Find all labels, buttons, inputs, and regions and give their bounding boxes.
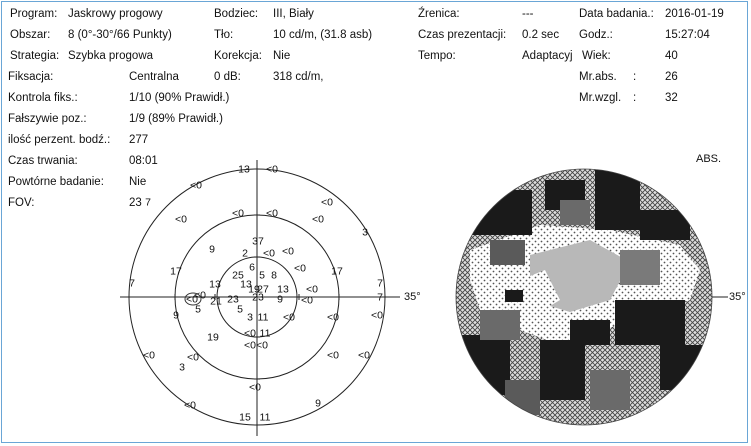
left-axis-degree-label: 35° [404,291,421,303]
threshold-value: 3 [247,311,253,324]
threshold-value: <0 [232,207,244,220]
duration-value: 08:01 [129,155,158,167]
stimuli-count-label: ilość perzent. bodź.: [8,134,111,146]
threshold-value: 2 [242,247,248,260]
threshold-value: 11 [257,311,269,324]
fixation-label: Fiksacja: [8,71,54,83]
threshold-value: <0 [306,283,318,296]
stimulus-label: Bodziec: [214,8,259,20]
threshold-value: 17 [331,265,343,278]
fixation-value: Centralna [129,71,179,83]
zero-db-label: 0 dB: [214,71,241,83]
background-label: Tło: [214,29,234,41]
threshold-value: 7 [377,277,383,290]
retest-label: Powtórne badanie: [8,176,104,188]
fix-control-label: Kontrola fiks.: [8,92,78,104]
threshold-value: <0 [294,262,306,275]
threshold-value: <0 [283,311,295,324]
mr-abs-colon: : [633,71,637,83]
mr-rel-colon: : [633,92,637,104]
time-label: Godz.: [579,29,613,41]
mr-rel-value: 32 [665,92,678,104]
threshold-value: <0 [301,294,313,307]
threshold-value: <0 [190,179,202,192]
threshold-value: 9 [209,243,215,256]
threshold-value: <0 [321,196,333,209]
correction-label: Korekcja: [214,50,262,62]
threshold-value: 23 [227,293,239,306]
background-value: 10 cd/m, (31.8 asb) [273,29,373,41]
pupil-value: --- [522,8,534,20]
correction-value: Nie [273,50,291,62]
threshold-value: <0 [371,309,383,322]
threshold-value: 19 [207,331,219,344]
threshold-value: <0 [282,245,294,258]
false-pos-value: 1/9 (89% Prawidł.) [129,113,223,125]
threshold-value: 11 [259,411,271,424]
threshold-value: <0 [244,339,256,352]
threshold-value: <0 [327,311,339,324]
time-value: 15:27:04 [665,29,710,41]
threshold-value: <0 [266,207,278,220]
threshold-value: 9 [277,293,283,306]
threshold-value: 3 [179,361,185,374]
threshold-value: 7 [145,196,151,209]
age-value: 40 [665,50,678,62]
presentation-value: 0.2 sec [522,29,560,41]
tempo-value: Adaptacyj [522,50,573,62]
threshold-value: 27 [257,283,269,296]
mr-rel-label: Mr.wzgl. [579,92,622,104]
threshold-value: <0 [186,293,198,306]
retest-value: Nie [129,176,147,188]
pupil-label: Źrenica: [418,8,460,20]
threshold-value: 13 [209,278,221,291]
threshold-value: 5 [259,269,265,282]
duration-label: Czas trwania: [8,155,78,167]
threshold-value: <0 [327,349,339,362]
strategy-label: Strategia: [10,50,60,62]
threshold-value: <0 [263,247,275,260]
greyscale-abs-label: ABS. [696,153,722,165]
threshold-value: 25 [232,269,244,282]
area-label: Obszar: [10,29,51,41]
threshold-value: 3 [362,226,368,239]
threshold-value: <0 [312,213,324,226]
area-value: 8 (0°-30°/66 Punkty) [68,29,172,41]
mr-abs-label: Mr.abs. [579,71,617,83]
threshold-value: <0 [256,339,268,352]
stimulus-value: III, Biały [273,8,314,20]
date-label: Data badania.: [579,8,654,20]
tempo-label: Tempo: [418,50,456,62]
threshold-value: <0 [244,327,256,340]
threshold-value: 11 [259,327,271,340]
fix-control-value: 1/10 (90% Prawidł.) [129,92,230,104]
threshold-value: 37 [252,235,264,248]
threshold-value: 17 [170,265,182,278]
threshold-value: <0 [187,351,199,364]
program-label: Program: [10,8,58,20]
threshold-value: 13 [240,278,252,291]
threshold-value: 13 [238,163,250,176]
threshold-value: 5 [195,303,201,316]
threshold-value: 7 [129,277,135,290]
threshold-value: 7 [377,291,383,304]
false-pos-label: Fałszywie poz.: [8,113,87,125]
stimuli-count-value: 277 [129,134,149,146]
threshold-value: 15 [239,411,251,424]
threshold-value: 21 [210,295,222,308]
threshold-value: 5 [237,303,243,316]
program-value: Jaskrowy progowy [68,8,163,20]
zero-db-value: 318 cd/m, [273,71,324,83]
threshold-value: 9 [173,309,179,322]
threshold-value: <0 [175,213,187,226]
fov-label: FOV: [8,197,35,209]
threshold-value: 19 [248,283,260,296]
threshold-value: <0 [194,289,206,302]
threshold-value: <0 [184,399,196,412]
threshold-value: 6 [249,261,255,274]
age-label: Wiek: [582,50,611,62]
threshold-value: <0 [249,381,261,394]
threshold-value: <0 [358,349,370,362]
fov-value: 23 [129,197,142,209]
date-value: 2016-01-19 [665,8,724,20]
threshold-value: <0 [266,163,278,176]
presentation-label: Czas prezentacji: [418,29,507,41]
threshold-value: 23 [252,291,264,304]
right-axis-degree-label: 35° [729,291,746,303]
threshold-value: <0 [143,349,155,362]
mr-abs-value: 26 [665,71,678,83]
threshold-value: 8 [271,269,277,282]
threshold-value: 9 [315,397,321,410]
threshold-value: 13 [277,283,289,296]
strategy-value: Szybka progowa [68,50,154,62]
